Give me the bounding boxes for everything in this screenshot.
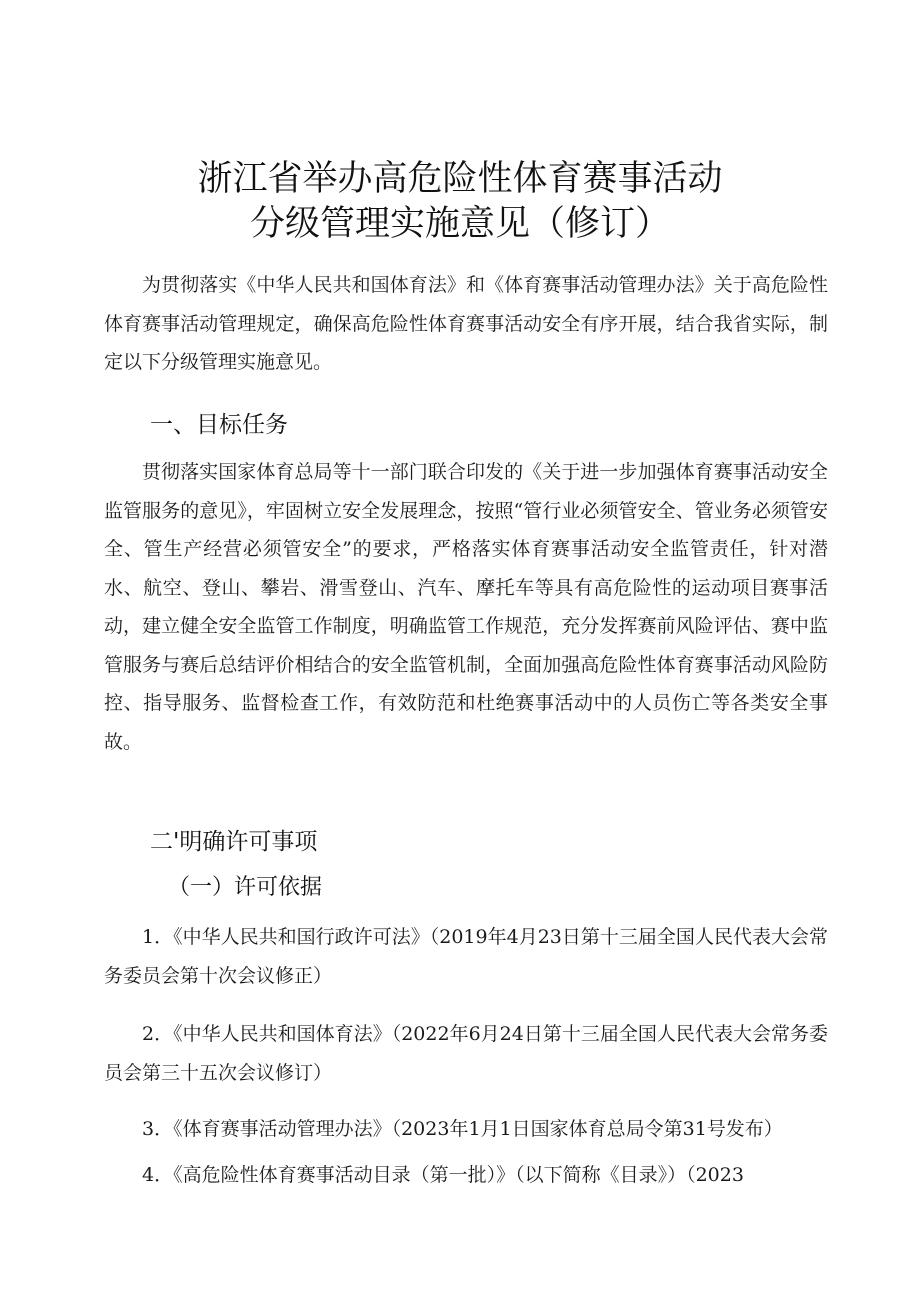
section-2-subheading: （一）许可依据	[168, 875, 323, 900]
list-item: 4．《高危险性体育赛事活动目录（第一批）》（以下简称《目录》）（2023	[142, 1164, 744, 1186]
section-2-heading: 二'明确许可事项	[150, 829, 318, 855]
document-title-line-1: 浙江省举办高危险性体育赛事活动	[197, 159, 723, 199]
intro-paragraph: 为贯彻落实《中华人民共和国体育法》和《体育赛事活动管理办法》关于高危险性体育赛事活动管理规定，确保高危险性体育赛事活动安全有序开展，结合我省实际，制定以下分级管理实施意见。	[104, 274, 828, 373]
list-item: 1．《中华人民共和国行政许可法》（2019年4月23日第十三届全国人民代表大会常务委员会第十次会议修正）	[104, 926, 828, 987]
section-1-paragraph: 贯彻落实国家体育总局等十一部门联合印发的《关于进一步加强体育赛事活动安全监管服务的意见》，牢固树立安全发展理念，按照“管行业必须管安全、管业务必须管安全、管生产经营必须管安全”的要求，严格落实体育赛事活动安全监管责任，针对潜水、航空、登山、攀岩、滑雪登山、汽车、摩托车等具有高危险性的运动项目赛事活动，建立健全安全监管工作制度，明确监管工作规范，充分发挥赛前风险评估、赛中监管服务与赛后总结评价相结合的安全监管机制，全面加强高危险性体育赛事活动风险防控、指导服务、监督检查工作，有效防范和杜绝赛事活动中的人员伤亡等各类安全事故。	[104, 461, 828, 753]
section-1-heading: 一、目标任务	[150, 412, 288, 438]
document-title-line-2: 分级管理实施意见（修订）	[249, 204, 670, 244]
list-item: 2．《中华人民共和国体育法》（2022年6月24日第十三届全国人民代表大会常务委员会第三十五次会议修订）	[104, 1023, 828, 1084]
list-item: 3．《体育赛事活动管理办法》（2023年1月1日国家体育总局令第31号发布）	[142, 1118, 783, 1140]
